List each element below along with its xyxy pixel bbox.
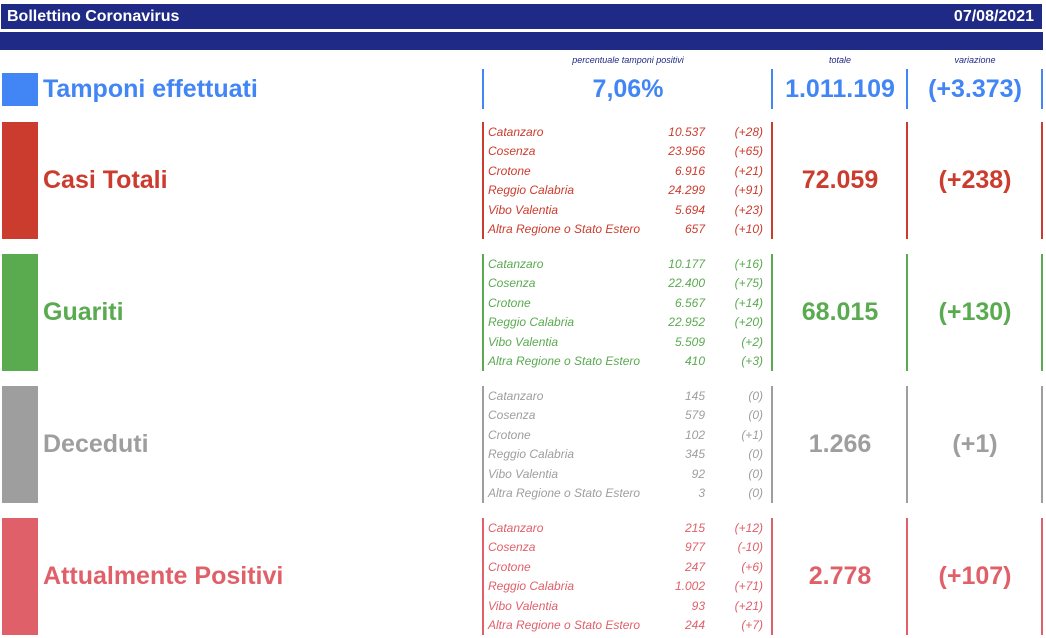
deceduti-divider [771, 386, 773, 503]
province-value: 3 [698, 486, 705, 501]
attualmente-positivi-color-swatch [2, 518, 38, 635]
province-value: 657 [684, 222, 705, 237]
tamponi-change: (+3.373) [928, 75, 1022, 103]
province-row [488, 596, 770, 616]
province-row [488, 577, 770, 597]
province-name: Vibo Valentia [488, 598, 559, 613]
attualmente-positivi-divider [771, 518, 773, 635]
change-column-header: variazione [954, 55, 996, 65]
tamponi-label: Tamponi effettuati [43, 75, 258, 103]
province-delta: (+91) [734, 183, 763, 198]
province-name: Cosenza [488, 540, 536, 555]
province-name: Altra Regione o Stato Estero [488, 222, 641, 237]
province-row [488, 538, 770, 558]
casi-totali-color-swatch [2, 122, 38, 239]
attualmente-positivi-divider [1041, 518, 1043, 635]
deceduti-color-swatch [2, 386, 38, 503]
province-name: Crotone [488, 295, 531, 310]
province-delta: (+7) [741, 618, 763, 633]
province-row [488, 293, 770, 313]
province-value: 5.509 [674, 334, 705, 349]
casi-totali-total: 72.059 [801, 166, 879, 194]
province-delta: (+23) [734, 202, 763, 217]
guariti-label: Guariti [43, 298, 124, 326]
province-value: 410 [684, 354, 705, 369]
province-row [488, 557, 770, 577]
province-row [488, 518, 770, 538]
province-value: 22.400 [668, 276, 705, 291]
casi-totali-province-list [488, 122, 770, 239]
casi-totali-divider [771, 122, 773, 239]
province-delta: (+3) [741, 354, 763, 369]
province-row [488, 425, 770, 445]
province-row [488, 406, 770, 426]
province-value: 24.299 [668, 183, 705, 198]
province-name: Altra Regione o Stato Estero [488, 354, 641, 369]
province-value: 215 [684, 520, 705, 535]
total-column-header: totale [828, 55, 852, 65]
province-value: 1.002 [674, 579, 705, 594]
tamponi-divider [771, 69, 773, 109]
deceduti-province-list [488, 386, 770, 503]
title-bar [0, 3, 1043, 30]
attualmente-positivi-divider [906, 518, 908, 635]
province-name: Catanzaro [488, 256, 544, 271]
attualmente-positivi-section [0, 518, 1046, 636]
province-value: 23.956 [668, 144, 705, 159]
tamponi-color-swatch [2, 73, 38, 106]
province-value: 5.694 [674, 202, 705, 217]
province-delta: (0) [748, 388, 763, 403]
province-delta: (+65) [734, 144, 763, 159]
province-row [488, 313, 770, 333]
deceduti-label: Deceduti [43, 430, 149, 458]
province-name: Altra Regione o Stato Estero [488, 618, 641, 633]
tamponi-divider [482, 69, 484, 109]
province-name: Catanzaro [488, 124, 544, 139]
province-value: 244 [684, 618, 705, 633]
province-name: Altra Regione o Stato Estero [488, 486, 641, 501]
deceduti-section [0, 386, 1046, 504]
bulletin-date: 07/08/2021 [953, 7, 1034, 25]
province-delta: (+10) [734, 222, 763, 237]
province-delta: (+12) [734, 520, 763, 535]
deceduti-change: (+1) [952, 430, 998, 458]
province-row [488, 142, 770, 162]
province-name: Cosenza [488, 276, 536, 291]
province-delta: (0) [748, 466, 763, 481]
guariti-divider [771, 254, 773, 371]
province-delta: (+28) [734, 124, 763, 139]
province-delta: (+75) [734, 276, 763, 291]
province-name: Vibo Valentia [488, 466, 559, 481]
province-name: Reggio Calabria [488, 183, 575, 198]
attualmente-positivi-change: (+107) [938, 562, 1012, 590]
province-row [488, 464, 770, 484]
casi-totali-change: (+238) [938, 166, 1012, 194]
casi-totali-label: Casi Totali [43, 166, 168, 194]
province-row [488, 386, 770, 406]
province-value: 345 [684, 447, 705, 462]
province-value: 977 [684, 540, 705, 555]
province-row [488, 161, 770, 181]
attualmente-positivi-label: Attualmente Positivi [43, 562, 284, 590]
province-row [488, 254, 770, 274]
attualmente-positivi-province-list [488, 518, 770, 635]
guariti-color-swatch [2, 254, 38, 371]
province-row [488, 332, 770, 352]
province-delta: (+1) [741, 427, 763, 442]
guariti-divider [906, 254, 908, 371]
province-delta: (+71) [734, 579, 763, 594]
province-delta: (+21) [734, 163, 763, 178]
tamponi-row [0, 69, 1046, 109]
province-delta: (+21) [734, 598, 763, 613]
casi-totali-section [0, 122, 1046, 240]
province-row [488, 122, 770, 142]
province-value: 6.916 [674, 163, 705, 178]
province-value: 93 [691, 598, 705, 613]
guariti-section [0, 254, 1046, 372]
province-name: Reggio Calabria [488, 579, 575, 594]
casi-totali-divider [482, 122, 484, 239]
province-row [488, 220, 770, 240]
province-value: 247 [684, 559, 705, 574]
attualmente-positivi-total: 2.778 [808, 562, 872, 590]
percent-column-header: percentuale tamponi positivi [572, 55, 684, 65]
province-name: Crotone [488, 559, 531, 574]
province-name: Reggio Calabria [488, 315, 575, 330]
province-name: Cosenza [488, 144, 536, 159]
province-row [488, 274, 770, 294]
province-value: 102 [684, 427, 705, 442]
province-name: Crotone [488, 163, 531, 178]
province-row [488, 616, 770, 636]
guariti-total: 68.015 [801, 298, 879, 326]
province-value: 579 [684, 408, 705, 423]
tamponi-total: 1.011.109 [785, 75, 895, 103]
province-row [488, 200, 770, 220]
province-delta: (+2) [741, 334, 763, 349]
guariti-province-list [488, 254, 770, 371]
province-delta: (0) [748, 486, 763, 501]
guariti-divider [1041, 254, 1043, 371]
province-name: Catanzaro [488, 388, 544, 403]
province-value: 10.177 [668, 256, 705, 271]
deceduti-total: 1.266 [808, 430, 872, 458]
province-name: Vibo Valentia [488, 202, 559, 217]
deceduti-divider [906, 386, 908, 503]
province-name: Vibo Valentia [488, 334, 559, 349]
casi-totali-divider [1041, 122, 1043, 239]
province-value: 6.567 [674, 295, 705, 310]
tamponi-divider [906, 69, 908, 109]
tamponi-percent: 7,06% [592, 75, 664, 103]
province-name: Catanzaro [488, 520, 544, 535]
province-row [488, 445, 770, 465]
province-delta: (-10) [737, 540, 763, 555]
province-value: 10.537 [668, 124, 705, 139]
guariti-change: (+130) [938, 298, 1012, 326]
province-name: Crotone [488, 427, 531, 442]
province-value: 145 [684, 388, 705, 403]
attualmente-positivi-divider [482, 518, 484, 635]
province-name: Reggio Calabria [488, 447, 575, 462]
province-row [488, 484, 770, 504]
bulletin-title: Bollettino Coronavirus [7, 7, 180, 25]
province-delta: (+6) [741, 559, 763, 574]
province-delta: (0) [748, 408, 763, 423]
deceduti-divider [482, 386, 484, 503]
tamponi-divider [1041, 69, 1043, 109]
province-name: Cosenza [488, 408, 536, 423]
province-row [488, 352, 770, 372]
province-row [488, 181, 770, 201]
deceduti-divider [1041, 386, 1043, 503]
guariti-divider [482, 254, 484, 371]
province-delta: (+20) [734, 315, 763, 330]
province-delta: (+14) [734, 295, 763, 310]
province-delta: (0) [748, 447, 763, 462]
casi-totali-divider [906, 122, 908, 239]
province-value: 92 [691, 466, 705, 481]
province-value: 22.952 [668, 315, 705, 330]
title-underbar [0, 32, 1043, 50]
province-delta: (+16) [734, 256, 763, 271]
